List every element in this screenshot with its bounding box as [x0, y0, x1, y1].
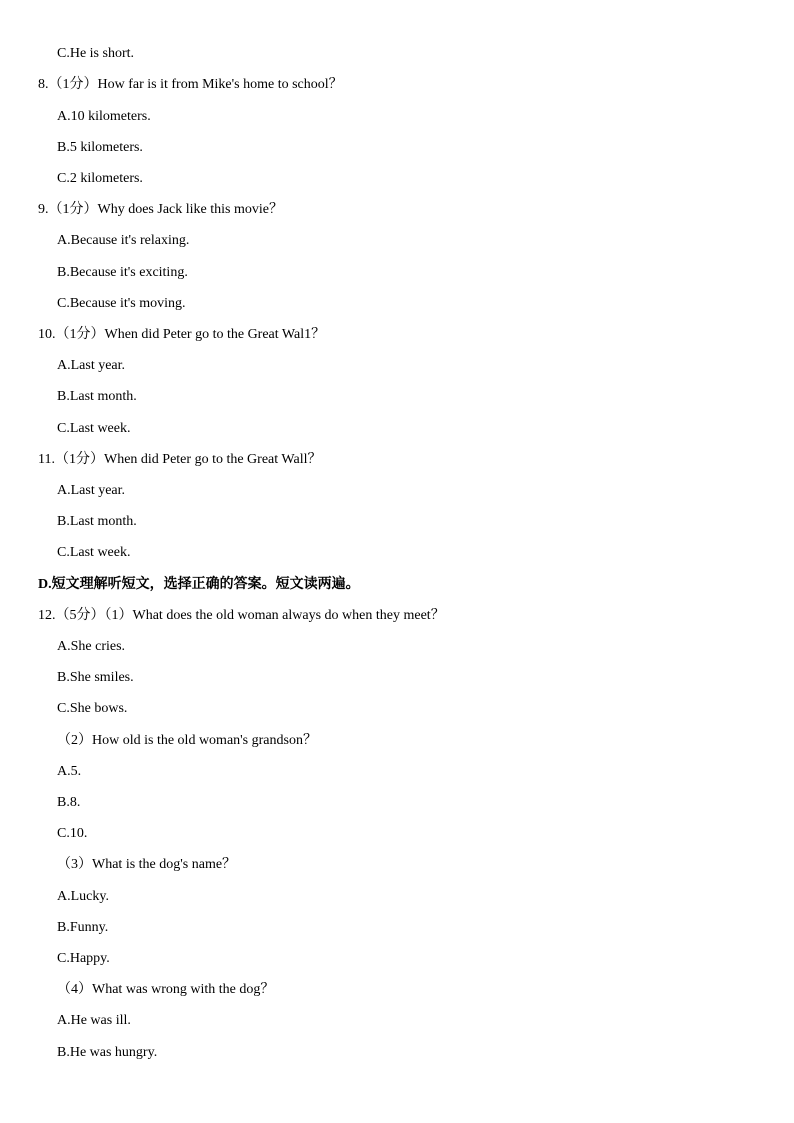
- q12-part3-stem: （3）What is the dog's name？: [57, 857, 237, 872]
- q11-option-c: C.Last week.: [57, 545, 131, 560]
- q8-stem: 8.（1分）How far is it from Mike's home to school？: [38, 77, 343, 92]
- q12-part3-option-a: A.Lucky.: [57, 889, 109, 904]
- q12-part3-option-c: C.Happy.: [57, 951, 110, 966]
- q11-stem: 11.（1分）When did Peter go to the Great Wall？: [38, 452, 322, 467]
- q9-stem: 9.（1分）Why does Jack like this movie？: [38, 202, 283, 217]
- q12-part4-stem: （4）What was wrong with the dog？: [57, 982, 275, 997]
- q9-option-b: B.Because it's exciting.: [57, 265, 188, 280]
- q12-part2-stem: （2）How old is the old woman's grandson？: [57, 733, 317, 748]
- q9-option-c: C.Because it's moving.: [57, 296, 186, 311]
- q12-part3-option-b: B.Funny.: [57, 920, 109, 935]
- q12-part2-option-a: A.5.: [57, 764, 82, 779]
- q12-part4-option-a: A.He was ill.: [57, 1013, 131, 1028]
- q8-option-b: B.5 kilometers.: [57, 140, 143, 155]
- q8-option-c: C.2 kilometers.: [57, 171, 143, 186]
- q10-option-a: A.Last year.: [57, 358, 126, 373]
- q7-option-c: C.He is short.: [57, 46, 134, 61]
- q11-option-b: B.Last month.: [57, 514, 137, 529]
- q9-option-a: A.Because it's relaxing.: [57, 233, 190, 248]
- q10-option-b: B.Last month.: [57, 389, 137, 404]
- q12-part4-option-b: B.He was hungry.: [57, 1045, 158, 1060]
- q12-part2-option-c: C.10.: [57, 826, 88, 841]
- q12-part1-option-c: C.She bows.: [57, 701, 128, 716]
- q12-part2-option-b: B.8.: [57, 795, 81, 810]
- q10-stem: 10.（1分）When did Peter go to the Great Wal1？: [38, 327, 326, 342]
- q8-option-a: A.10 kilometers.: [57, 109, 151, 124]
- section-d-heading: D.短文理解听短文，选择正确的答案。短文读两遍。: [38, 577, 360, 592]
- q11-option-a: A.Last year.: [57, 483, 126, 498]
- q12-part1-option-a: A.She cries.: [57, 639, 126, 654]
- q12-stem: 12.（5分）（1）What does the old woman always do when they meet？: [38, 608, 445, 623]
- q12-part1-option-b: B.She smiles.: [57, 670, 134, 685]
- q10-option-c: C.Last week.: [57, 421, 131, 436]
